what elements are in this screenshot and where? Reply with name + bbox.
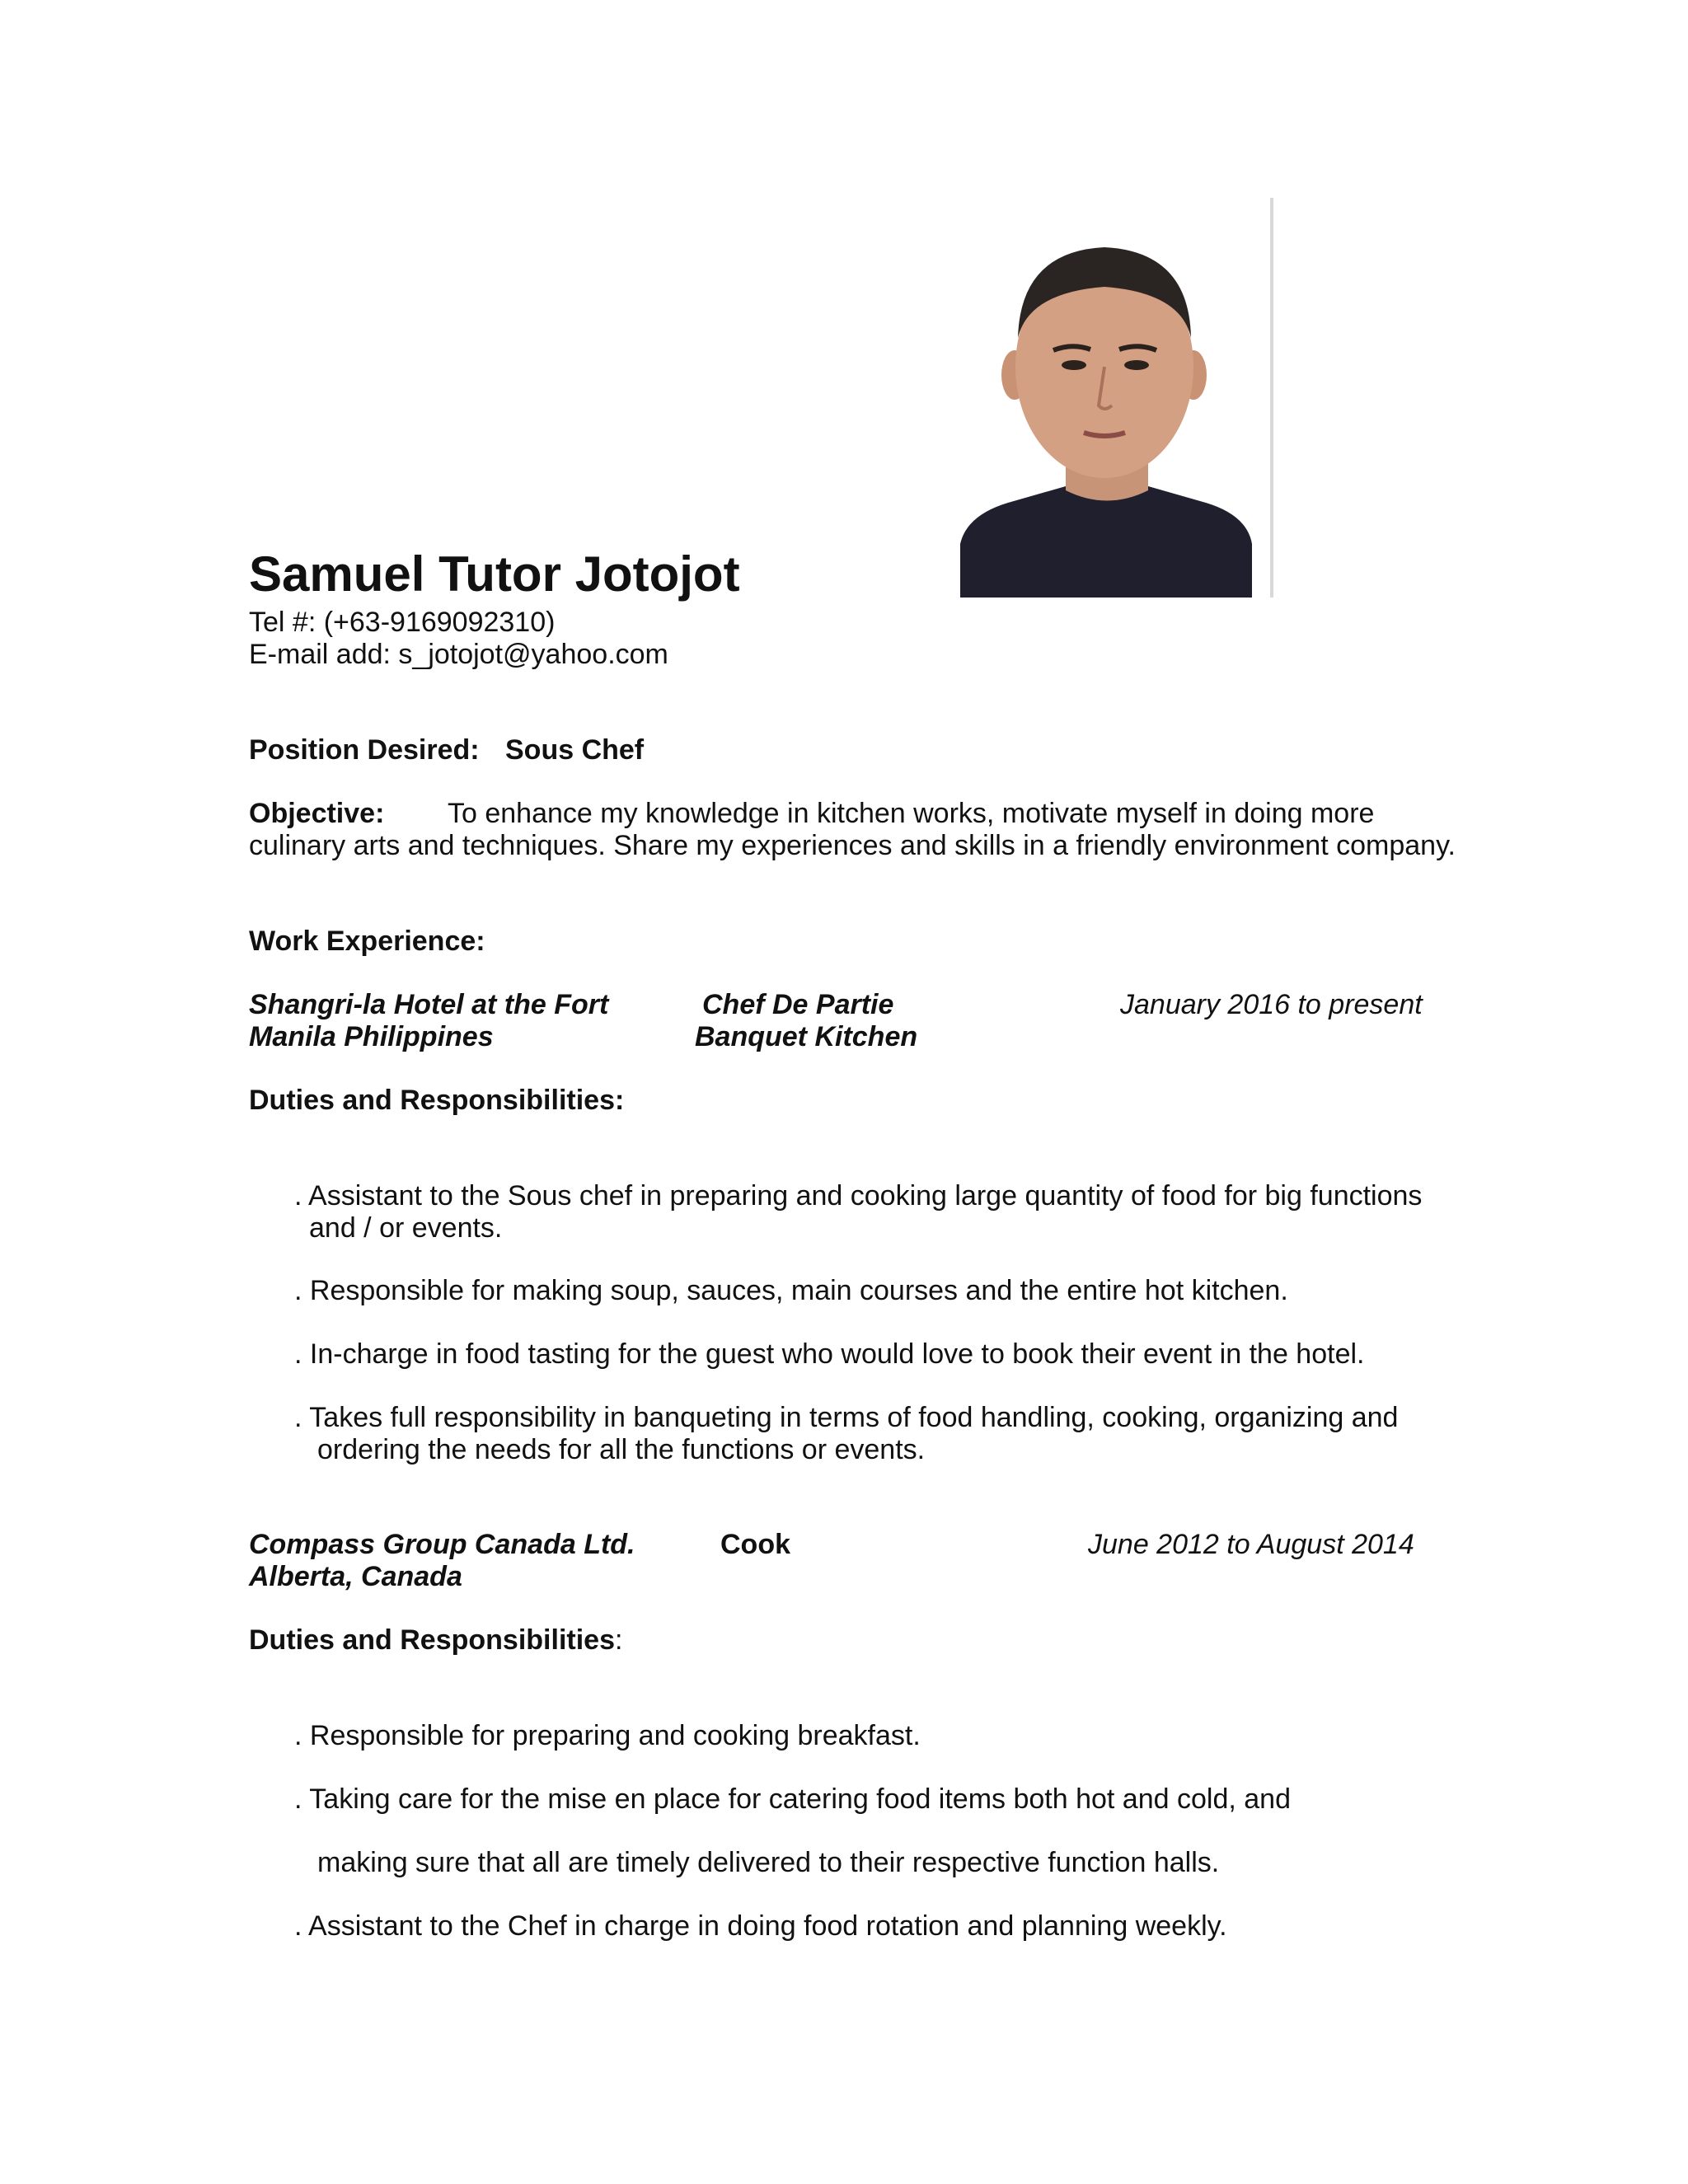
phone-number: Tel #: (+63-9169092310) [249,607,556,638]
job-1-duty-2: . Responsible for making soup, sauces, main courses and the entire hot kitchen. [294,1275,1288,1306]
position-value: Sous Chef [505,734,645,766]
profile-photo [942,198,1273,598]
objective-label: Objective: [249,798,385,829]
job-1-dates: January 2016 to present [1120,989,1423,1020]
job-2-duties-heading: Duties and Responsibilities [249,1624,615,1656]
job-1-duty-3: . In-charge in food tasting for the guest who would love to book their event in the hotel. [294,1338,1365,1370]
job-1-duty-1-cont: and / or events. [309,1212,503,1244]
job-2-duty-2: . Taking care for the mise en place for catering food items both hot and cold, and [294,1783,1291,1815]
work-experience-heading: Work Experience: [249,926,485,957]
job-2-duties-heading-colon: : [614,1624,623,1656]
objective-line-1: To enhance my knowledge in kitchen works, motivate myself in doing more [448,798,1375,829]
job-2-title: Cook [720,1529,790,1560]
position-label: Position Desired: [249,734,480,766]
job-2-duty-3: . Assistant to the Chef in charge in doing food rotation and planning weekly. [294,1910,1227,1942]
job-2-duty-2-cont: making sure that all are timely delivered to their respective function halls. [317,1847,1220,1878]
job-1-department: Banquet Kitchen [695,1021,918,1052]
job-1-duty-1: . Assistant to the Sous chef in preparing and cooking large quantity of food for big functions [294,1180,1423,1212]
job-2-dates: June 2012 to August 2014 [1088,1529,1414,1560]
job-2-duty-1: . Responsible for preparing and cooking breakfast. [294,1720,921,1751]
job-2-location: Alberta, Canada [249,1561,462,1592]
job-1-title: Chef De Partie [702,989,894,1020]
job-2-employer: Compass Group Canada Ltd. [249,1529,635,1560]
job-2-duties-heading-row [249,1624,622,1657]
candidate-name: Samuel Tutor Jotojot [249,546,740,602]
email-address: E-mail add: s_jotojot@yahoo.com [249,639,668,670]
job-1-employer: Shangri-la Hotel at the Fort [249,989,609,1020]
job-1-duties-heading: Duties and Responsibilities: [249,1085,625,1116]
job-1-duty-4-cont: ordering the needs for all the functions or events. [317,1434,926,1465]
job-1-location: Manila Philippines [249,1021,494,1052]
objective-line-2: culinary arts and techniques. Share my experiences and skills in a friendly environment company. [249,830,1456,861]
job-1-duty-4: . Takes full responsibility in banqueting in terms of food handling, cooking, organizing and [294,1402,1399,1433]
